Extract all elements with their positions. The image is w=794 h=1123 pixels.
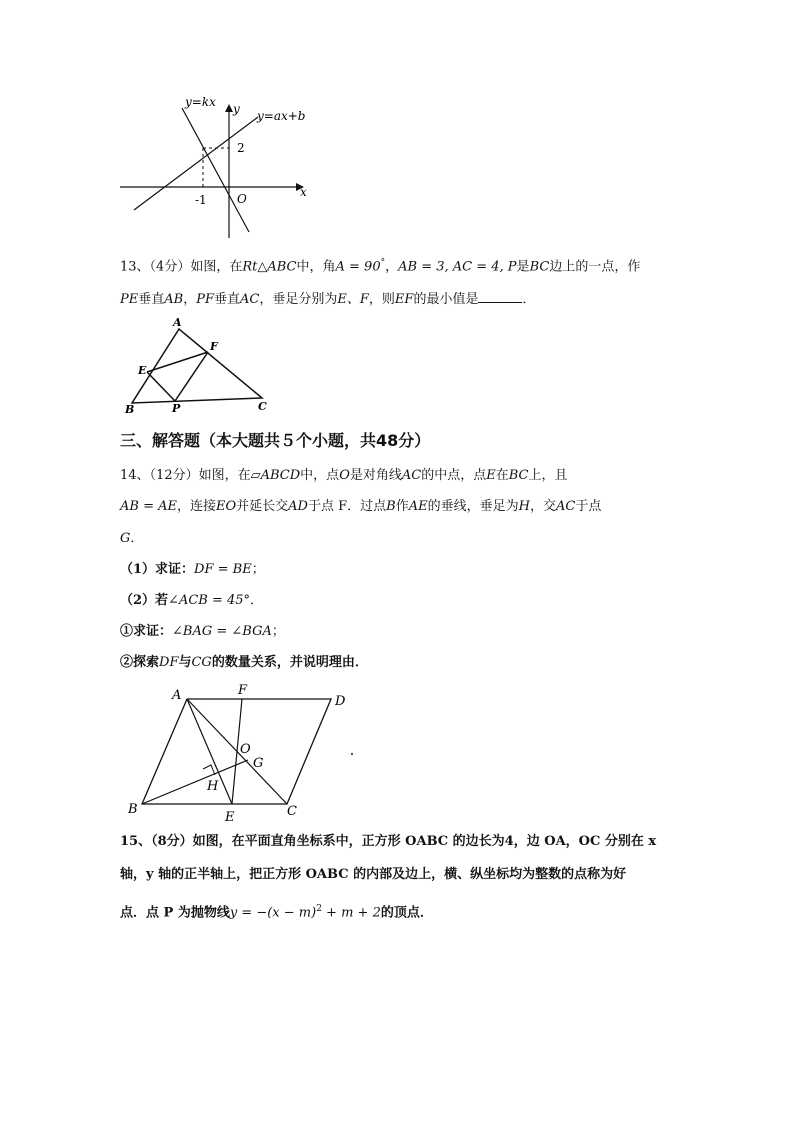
q15-text: 的顶点． (380, 905, 433, 921)
section-heading: 三、解答题（本大题共５个小题，共48分） (120, 431, 431, 450)
vertex-label-d: D (335, 694, 346, 709)
q15-score: （8分） (151, 834, 193, 849)
vertex-label-b: B (128, 802, 138, 817)
q14-ae: AE (408, 499, 428, 514)
q15-line3 (120, 900, 433, 922)
q15-parabola-expr: y = −(x − m) (229, 905, 317, 921)
q14-text: ，连接 (176, 499, 216, 514)
q14-subpart1-expr: ∠BAG = ∠BGA (172, 624, 272, 639)
q13-number: 13、 (120, 259, 150, 275)
q13-text: ， (183, 292, 197, 307)
q13-text: ，垂足分别为 (259, 292, 338, 307)
q14-part2-expr: ∠ACB = 45° (168, 593, 251, 608)
right-angle-mark (203, 765, 215, 775)
q13-rt: Rt (242, 259, 258, 275)
stray-dot (351, 753, 353, 755)
q14-text: 作 (395, 499, 409, 514)
q14-ac2: AC (555, 499, 576, 514)
q13-abc: ABC (267, 259, 297, 275)
q13-ef-letters: E、F (337, 292, 369, 307)
vertex-label-c: C (258, 400, 267, 413)
q13-comma: ， (385, 259, 399, 275)
q14-part1-label: （1）求证： (120, 562, 195, 577)
q14-ab-ae: AB = AE (120, 499, 177, 514)
q14-text: 中，点 (300, 468, 340, 483)
vertex-label-a: A (173, 316, 182, 329)
q14-text: ，交 (529, 499, 556, 514)
q15-text: 轴，y 轴的正半轴上，把正方形 OABC 的内部及边上，横、纵坐标均为整数的点称为好 (120, 867, 627, 882)
q15-number: 15、 (120, 834, 152, 849)
label-y-kx: y=kx (185, 95, 216, 109)
q15-line2 (120, 866, 626, 884)
vertex-label-f: F (210, 340, 218, 353)
q13-ef: EF (394, 292, 414, 307)
q13-text: ，则 (368, 292, 395, 307)
vertex-label-g: G (253, 756, 264, 771)
q14-ad: AD (288, 499, 308, 514)
q13-text: 如图，在 (190, 259, 243, 275)
label-y-axis: y (233, 102, 240, 116)
q14-text: ． (130, 531, 144, 546)
q13-pf: PF (196, 292, 215, 307)
vertex-label-p: P (172, 402, 181, 415)
q14-text: ． (250, 593, 264, 608)
q13-text: 的最小值是 (413, 292, 479, 307)
vertex-label-c: C (287, 804, 297, 819)
q13-ac: AC (240, 292, 260, 307)
tick-label-2: 2 (237, 141, 245, 155)
q15-text: 点．点 P 为抛物线 (120, 905, 230, 921)
q14-eo: EO (216, 499, 237, 514)
q14-e: E (486, 468, 496, 483)
q14-bc: BC (508, 468, 529, 483)
q15-text: 如图，在平面直角坐标系中，正方形 OABC 的边长为4，边 OA，OC 分别在 x (192, 834, 657, 849)
q15-parabola-expr-tail: + m + 2 (321, 905, 381, 921)
q13-text: 垂直 (138, 292, 165, 307)
q14-text: 于点 (575, 499, 602, 514)
q14-text: ； (251, 562, 265, 577)
q13-text: 是 (516, 259, 530, 275)
q13-angle-a: A = 90 (335, 259, 381, 275)
q13-given-lengths: AB = 3, AC = 4, P (398, 259, 517, 275)
q14-g: G (120, 531, 131, 546)
q14-text: 的数量关系，并说明理由． (211, 655, 368, 670)
q14-number: 14、 (120, 468, 150, 483)
q13-pe: PE (120, 292, 139, 307)
q14-text: 如图，在 (198, 468, 251, 483)
q14-text: 的中点，点 (421, 468, 487, 483)
vertex-label-h: H (207, 779, 219, 794)
q14-text: 上，且 (528, 468, 568, 483)
q13-text: 中，角 (296, 259, 336, 275)
q14-text: 在 (495, 468, 509, 483)
q14-h: H (518, 499, 530, 514)
label-origin: O (237, 192, 247, 206)
vertex-label-b: B (125, 403, 135, 416)
vertex-label-e: E (225, 810, 235, 825)
q14-b: B (386, 499, 396, 514)
vertex-label-e: E (138, 364, 147, 377)
q13-triangle-symbol: △ (257, 259, 268, 275)
q14-abcd: ABCD (260, 468, 301, 483)
q14-score: （12分） (149, 468, 199, 483)
label-y-ax-b: y=ax+b (257, 109, 306, 123)
label-x-axis: x (300, 185, 307, 199)
q14-cg: CG (191, 655, 212, 670)
q14-df: DF (159, 655, 179, 670)
q13-degree: ° (380, 258, 386, 268)
q14-text: 于点 F．过点 (307, 499, 387, 514)
vertex-label-o: O (240, 742, 251, 757)
q13-bc: BC (529, 259, 550, 275)
q13-text: 边上的一点，作 (549, 259, 641, 275)
q14-part1-expr: DF = BE (194, 562, 252, 577)
q14-text: 并延长交 (236, 499, 289, 514)
q14-part2-label: （2）若 (120, 593, 169, 608)
q14-ac: AC (401, 468, 422, 483)
q13-score: （4分） (149, 259, 191, 275)
q13-period: ． (522, 292, 536, 307)
q15-exponent: 2 (316, 904, 322, 914)
vertex-label-a: A (172, 688, 182, 703)
q13-ab: AB (164, 292, 184, 307)
q14-text: ； (271, 624, 285, 639)
q14-text: 与 (178, 655, 192, 670)
q14-text: 的垂线，垂足为 (427, 499, 519, 514)
q14-text: ②探索 (120, 655, 160, 670)
vertex-label-f: F (238, 683, 248, 698)
parallelogram-symbol: ▱ (250, 468, 261, 483)
q14-text: 是对角线 (349, 468, 402, 483)
q13-text: 垂直 (214, 292, 241, 307)
q15-line1 (120, 833, 656, 851)
q14-o: O (339, 468, 350, 483)
q14-subpart1-label: ①求证： (120, 624, 173, 639)
tick-label-neg1: -1 (195, 193, 207, 207)
